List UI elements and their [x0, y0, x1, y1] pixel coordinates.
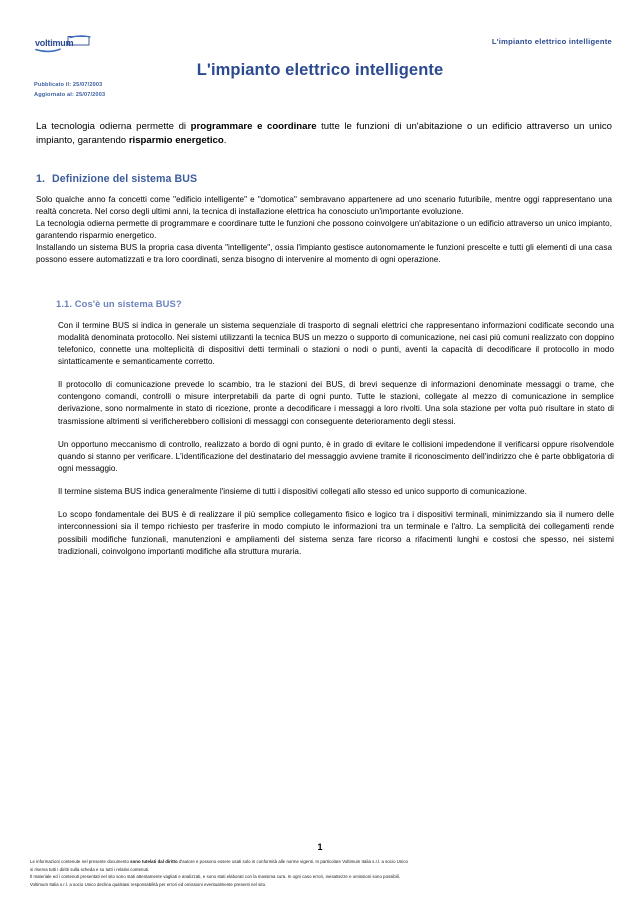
- section-number: 1.: [36, 173, 46, 186]
- intro-text-3: .: [223, 134, 227, 146]
- paragraph: Il protocollo di comunicazione prevede lo scambio, tra le stazioni dei BUS, di brevi sequenze di informazioni denominate messaggi o trame, che contengono comandi, controlli o misure interpretabili da parte di ogni punto. Tutte le stazioni, collegate al mezzo di comunicazione in semplice derivazione, sono normalmente in stato di ricezione, pronte a decodificare i messaggi a loro rivolti. Una sola stazione per volta può risultare in stato di trasmissione altrimenti si verificherebbero collisioni di messaggi con conseguente deterioramento degli stessi.: [58, 380, 614, 426]
- published-date: Pubblicato il: 25/07/2003: [34, 82, 103, 88]
- paragraph: La tecnologia odierna permette di programmare e coordinare tutte le funzioni che possono coinvolgere un'abitazione o un edificio attraverso un unico impianto, garantendo risparmio energetico.: [36, 219, 612, 240]
- intro-text-2: tutte le funzioni di un'abitazione o un edificio attraverso un unico impianto, garantendo: [36, 121, 612, 146]
- intro-text-1: La tecnologia odierna permette di: [36, 121, 191, 132]
- running-head: L'impianto elettrico intelligente: [491, 37, 612, 46]
- voltimum-logo[interactable]: [34, 34, 98, 54]
- disclaimer-line-1: [30, 858, 622, 865]
- svg-text:voltimum: voltimum: [35, 38, 74, 48]
- page-header: [0, 0, 640, 98]
- disclaimer-line-3: Il materiale ed i contenuti presentati nel sito sono stati attentamente vagliati e analizzati, e sono stati elaborati con la massima cura. In ogni caso errori, inesattezze e omissioni sono possibili.: [30, 874, 401, 880]
- paragraph: Un opportuno meccanismo di controllo, realizzato a bordo di ogni punto, è in grado di evitare le collisioni impedendone il verificarsi oppure risolvendole quando si stanno per verificare. L'identificazione del destinatario del messaggio avviene tramite il riconoscimento dell'indirizzo che è parte obbligatoria di ogni messaggio.: [58, 439, 614, 473]
- disclaimer-text-a: Le informazioni contenute nel presente documento: [30, 859, 131, 865]
- subsection-heading-1-1: 1.1. Cos'è un sistema BUS?: [56, 297, 182, 309]
- document-body: [0, 120, 640, 558]
- disclaimer-line-2: si riserva tutti i diritti sulla scheda e su tutti i relativi contenuti.: [30, 866, 150, 872]
- subsection-1-1-body: [58, 320, 614, 558]
- paragraph: Installando un sistema BUS la propria casa diventa "intelligente", ossia l'impianto gestisce autonomamente le funzioni prescelte e tutti gli elementi di una casa possono essere automatizzati e tra loro coordinati, senza bisogno di intervenire al momento di ogni operazione.: [36, 242, 612, 264]
- page-title: L'impianto elettrico intelligente: [196, 61, 444, 79]
- section-1-body: [36, 194, 612, 265]
- disclaimer-bold: sono tutelati dal diritto: [130, 859, 178, 865]
- intro-paragraph: [36, 120, 612, 147]
- publication-dates: [34, 81, 105, 101]
- section-title: Definizione del sistema BUS: [52, 173, 198, 186]
- section-heading-1: [36, 173, 640, 185]
- paragraph: Lo scopo fondamentale dei BUS è di realizzare il più semplice collegamento fisico e logico tra i dispositivi terminali, minimizzando sia il numero delle interconnessioni sia il tempo richiesto per trasferire in modo compiuto le informazioni tra un terminale e l'altro. La semplicità dei collegamenti rende possibili modifiche funzionali, manutenzioni e ampliamenti del sistema senza fare ricorso a rifacimenti lunghi e costosi che spesso, nei sistemi tradizionali, coinvolgono importanti modifiche alla struttura muraria.: [58, 510, 614, 556]
- paragraph: Con il termine BUS si indica in generale un sistema sequenziale di trasporto di segnali elettrici che rappresentano informazioni codificate secondo una modalità denominata protocollo. Nei sistemi utilizzanti la tecnica BUS un mezzo o supporto di comunicazione, nei casi più comuni realizzato con doppino telefonico, connette una molteplicità di dispositivi detti terminali o stazioni o nodi o punti, aventi la capacità di decodificare il protocollo in modo sintatticamente e semanticamente corretto.: [58, 320, 614, 366]
- paragraph: Il termine sistema BUS indica generalmente l'insieme di tutti i dispositivi collegati allo stesso ed unico supporto di comunicazione.: [58, 487, 527, 497]
- updated-date: Aggiornato al: 25/07/2003: [34, 91, 106, 98]
- intro-bold-2: risparmio energetico: [128, 134, 224, 146]
- disclaimer-line-4: Voltimum Italia s.r.l. a socio Unico declina qualsiasi responsabilità per errori ed omissioni eventualmente presenti nel sito.: [30, 881, 267, 887]
- page-number: 1: [317, 842, 323, 853]
- paragraph: Solo qualche anno fa concetti come "edificio intelligente" e "domotica" sembravano appartenere ad uno scenario futuribile, mentre oggi rappresentano una realtà concreta. Nel corso degli ultimi anni, la tecnica di installazione elettrica ha conosciuto un'importante evoluzione.: [36, 195, 612, 217]
- intro-bold-1: programmare e coordinare: [190, 121, 317, 132]
- legal-disclaimer: [30, 858, 622, 888]
- disclaimer-text-b: d'autore e possono essere usati solo in conformità alle norme vigenti. In particolare Voltimum Italia s.r.l. a socio Unico: [177, 859, 408, 865]
- page-footer: [0, 842, 640, 888]
